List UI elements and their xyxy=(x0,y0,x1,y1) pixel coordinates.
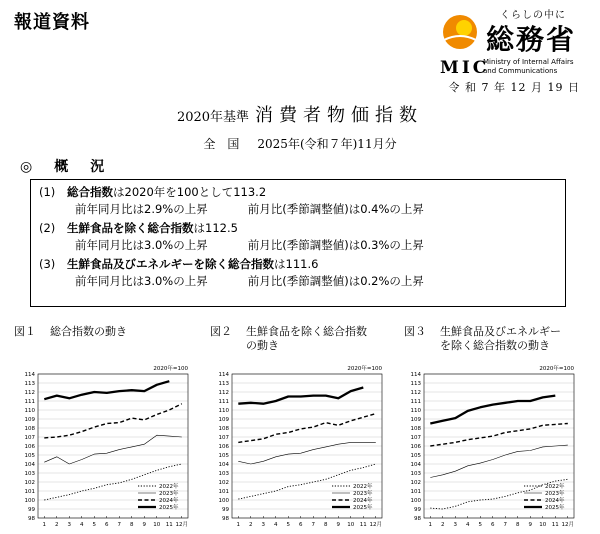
y-tick-label: 98 xyxy=(414,516,421,522)
y-tick-label: 101 xyxy=(218,489,229,495)
x-tick-label: 10 xyxy=(153,522,161,528)
legend-label: 2023年 xyxy=(353,491,373,497)
series-line-2025年 xyxy=(238,388,363,404)
x-tick-label: 9 xyxy=(336,522,340,528)
index-name: 総合指数 xyxy=(67,185,113,199)
base-year-label: 2020年=100 xyxy=(539,366,574,372)
y-tick-label: 101 xyxy=(24,489,35,495)
y-tick-label: 112 xyxy=(410,390,421,396)
x-tick-label: 12月 xyxy=(369,522,382,528)
summary-box xyxy=(30,179,566,307)
index-value-text: は2020年を100として113.2 xyxy=(113,185,267,199)
y-tick-label: 104 xyxy=(218,462,229,468)
summary-item-headline xyxy=(39,256,565,273)
series-line-2023年 xyxy=(44,435,182,464)
y-tick-label: 113 xyxy=(410,381,421,387)
y-tick-label: 112 xyxy=(218,390,229,396)
y-tick-label: 100 xyxy=(218,498,229,504)
y-tick-label: 110 xyxy=(410,408,421,414)
release-date: 令 和 7 年 12 月 19 日 xyxy=(448,81,580,94)
y-tick-label: 112 xyxy=(24,390,35,396)
figure-title: の動き xyxy=(246,339,279,352)
figure-title: 生鮮食品を除く総合指数 xyxy=(246,325,367,338)
x-tick-label: 9 xyxy=(528,522,532,528)
y-tick-label: 103 xyxy=(410,471,421,477)
item-number: (1) xyxy=(39,185,56,199)
y-tick-label: 107 xyxy=(218,435,229,441)
x-tick-label: 3 xyxy=(67,522,71,528)
x-tick-label: 4 xyxy=(274,522,278,528)
overview-heading: ◎ 概 況 xyxy=(20,159,109,175)
figure-caption xyxy=(404,325,561,353)
summary-item-changes xyxy=(39,237,565,254)
legend-label: 2022年 xyxy=(353,484,373,490)
x-tick-label: 4 xyxy=(466,522,470,528)
document-label: 報道資料 xyxy=(14,12,90,33)
legend-label: 2023年 xyxy=(545,491,565,497)
x-tick-label: 3 xyxy=(261,522,265,528)
series-line-2025年 xyxy=(430,396,555,424)
x-tick-label: 6 xyxy=(491,522,495,528)
x-tick-label: 1 xyxy=(42,522,46,528)
legend-label: 2024年 xyxy=(545,498,565,504)
document-subtitle xyxy=(0,135,600,152)
ministry-logo-icon xyxy=(440,12,480,52)
logo-english-name xyxy=(483,58,593,76)
y-tick-label: 99 xyxy=(222,507,229,513)
item-number: (3) xyxy=(39,257,56,271)
y-tick-label: 114 xyxy=(24,372,35,378)
base-year-label: 2020年=100 xyxy=(153,366,188,372)
y-tick-label: 106 xyxy=(410,444,421,450)
chart-core-core-index xyxy=(402,358,582,534)
x-tick-label: 2 xyxy=(55,522,59,528)
x-tick-label: 5 xyxy=(92,522,96,528)
figure-title: 総合指数の動き xyxy=(50,325,127,338)
y-tick-label: 102 xyxy=(410,480,421,486)
summary-item-changes xyxy=(39,201,565,218)
x-tick-label: 10 xyxy=(539,522,547,528)
chart-core-index xyxy=(210,358,390,534)
legend-label: 2024年 xyxy=(353,498,373,504)
x-tick-label: 2 xyxy=(249,522,253,528)
y-tick-label: 110 xyxy=(218,408,229,414)
x-tick-label: 5 xyxy=(478,522,482,528)
y-tick-label: 98 xyxy=(222,516,229,522)
y-tick-label: 105 xyxy=(24,453,35,459)
legend-label: 2025年 xyxy=(159,505,179,511)
x-tick-label: 6 xyxy=(105,522,109,528)
x-tick-label: 11 xyxy=(359,522,367,528)
series-line-2024年 xyxy=(430,424,568,447)
series-line-2024年 xyxy=(44,404,182,438)
figure-number: 図２ xyxy=(210,325,232,338)
x-tick-label: 6 xyxy=(299,522,303,528)
subtitle-period: 2025年(令和７年)11月分 xyxy=(257,137,397,151)
legend-label: 2023年 xyxy=(159,491,179,497)
index-value-text: は111.6 xyxy=(274,257,319,271)
y-tick-label: 99 xyxy=(28,507,35,513)
figure-number: 図３ xyxy=(404,325,426,338)
summary-item-changes xyxy=(39,273,565,290)
x-tick-label: 12月 xyxy=(561,522,574,528)
legend-label: 2025年 xyxy=(545,505,565,511)
y-tick-label: 99 xyxy=(414,507,421,513)
y-tick-label: 102 xyxy=(218,480,229,486)
x-tick-label: 7 xyxy=(117,522,121,528)
y-tick-label: 105 xyxy=(218,453,229,459)
series-line-2023年 xyxy=(238,442,375,464)
figure-number: 図１ xyxy=(14,325,36,338)
y-tick-label: 109 xyxy=(410,417,421,423)
y-tick-label: 114 xyxy=(218,372,229,378)
legend-label: 2025年 xyxy=(353,505,373,511)
x-tick-label: 11 xyxy=(551,522,559,528)
y-tick-label: 111 xyxy=(410,399,421,405)
y-tick-label: 105 xyxy=(410,453,421,459)
y-tick-label: 113 xyxy=(24,381,35,387)
x-tick-label: 1 xyxy=(428,522,432,528)
y-tick-label: 101 xyxy=(410,489,421,495)
x-tick-label: 4 xyxy=(80,522,84,528)
title-base-year: 2020年基準 xyxy=(176,110,250,125)
item-number: (2) xyxy=(39,221,56,235)
y-tick-label: 106 xyxy=(218,444,229,450)
y-tick-label: 104 xyxy=(24,462,35,468)
x-tick-label: 12月 xyxy=(175,522,188,528)
y-tick-label: 109 xyxy=(218,417,229,423)
logo-mic: MIC xyxy=(440,58,490,78)
logo-english-line: and Communications xyxy=(483,67,558,75)
y-tick-label: 108 xyxy=(218,426,229,432)
y-tick-label: 98 xyxy=(28,516,35,522)
yoy-change: 前年同月比は3.0%の上昇 xyxy=(75,274,208,288)
x-tick-label: 8 xyxy=(130,522,134,528)
x-tick-label: 7 xyxy=(311,522,315,528)
x-tick-label: 5 xyxy=(286,522,290,528)
y-tick-label: 107 xyxy=(410,435,421,441)
y-tick-label: 100 xyxy=(410,498,421,504)
base-year-label: 2020年=100 xyxy=(347,366,382,372)
y-tick-label: 111 xyxy=(24,399,35,405)
series-line-2025年 xyxy=(44,381,169,399)
mom-change: 前月比(季節調整値)は0.2%の上昇 xyxy=(247,274,424,288)
y-tick-label: 108 xyxy=(24,426,35,432)
legend-label: 2022年 xyxy=(159,484,179,490)
logo-english-line: Ministry of Internal Affairs xyxy=(483,58,574,66)
figure-title: を除く総合指数の動き xyxy=(440,339,550,352)
x-tick-label: 7 xyxy=(503,522,507,528)
index-name: 生鮮食品を除く総合指数 xyxy=(67,221,194,235)
x-tick-label: 11 xyxy=(165,522,173,528)
title-main: 消費者物価指数 xyxy=(255,105,424,126)
x-tick-label: 9 xyxy=(142,522,146,528)
yoy-change: 前年同月比は3.0%の上昇 xyxy=(75,238,208,252)
mom-change: 前月比(季節調整値)は0.4%の上昇 xyxy=(247,202,424,216)
y-tick-label: 102 xyxy=(24,480,35,486)
series-line-2023年 xyxy=(430,445,568,477)
legend-label: 2022年 xyxy=(545,484,565,490)
figure-caption xyxy=(14,325,127,339)
y-tick-label: 103 xyxy=(24,471,35,477)
logo-tagline: くらしの中に xyxy=(500,10,566,21)
x-tick-label: 1 xyxy=(236,522,240,528)
x-tick-label: 8 xyxy=(324,522,328,528)
yoy-change: 前年同月比は2.9%の上昇 xyxy=(75,202,208,216)
y-tick-label: 114 xyxy=(410,372,421,378)
y-tick-label: 108 xyxy=(410,426,421,432)
y-tick-label: 110 xyxy=(24,408,35,414)
y-tick-label: 107 xyxy=(24,435,35,441)
figure-title: 生鮮食品及びエネルギー xyxy=(440,325,561,338)
figure-caption xyxy=(210,325,367,353)
logo-ministry-name: 総務省 xyxy=(486,23,577,56)
summary-item-headline xyxy=(39,184,565,201)
chart-headline-index xyxy=(16,358,196,534)
mom-change: 前月比(季節調整値)は0.3%の上昇 xyxy=(247,238,424,252)
document-title xyxy=(0,101,600,127)
x-tick-label: 8 xyxy=(516,522,520,528)
x-tick-label: 3 xyxy=(453,522,457,528)
y-tick-label: 106 xyxy=(24,444,35,450)
x-tick-label: 2 xyxy=(441,522,445,528)
index-value-text: は112.5 xyxy=(193,221,238,235)
y-tick-label: 113 xyxy=(218,381,229,387)
y-tick-label: 104 xyxy=(410,462,421,468)
y-tick-label: 111 xyxy=(218,399,229,405)
y-tick-label: 109 xyxy=(24,417,35,423)
y-tick-label: 100 xyxy=(24,498,35,504)
subtitle-region: 全 国 xyxy=(203,137,240,151)
x-tick-label: 10 xyxy=(347,522,355,528)
legend-label: 2024年 xyxy=(159,498,179,504)
y-tick-label: 103 xyxy=(218,471,229,477)
index-name: 生鮮食品及びエネルギーを除く総合指数 xyxy=(67,257,274,271)
summary-item-headline xyxy=(39,220,565,237)
